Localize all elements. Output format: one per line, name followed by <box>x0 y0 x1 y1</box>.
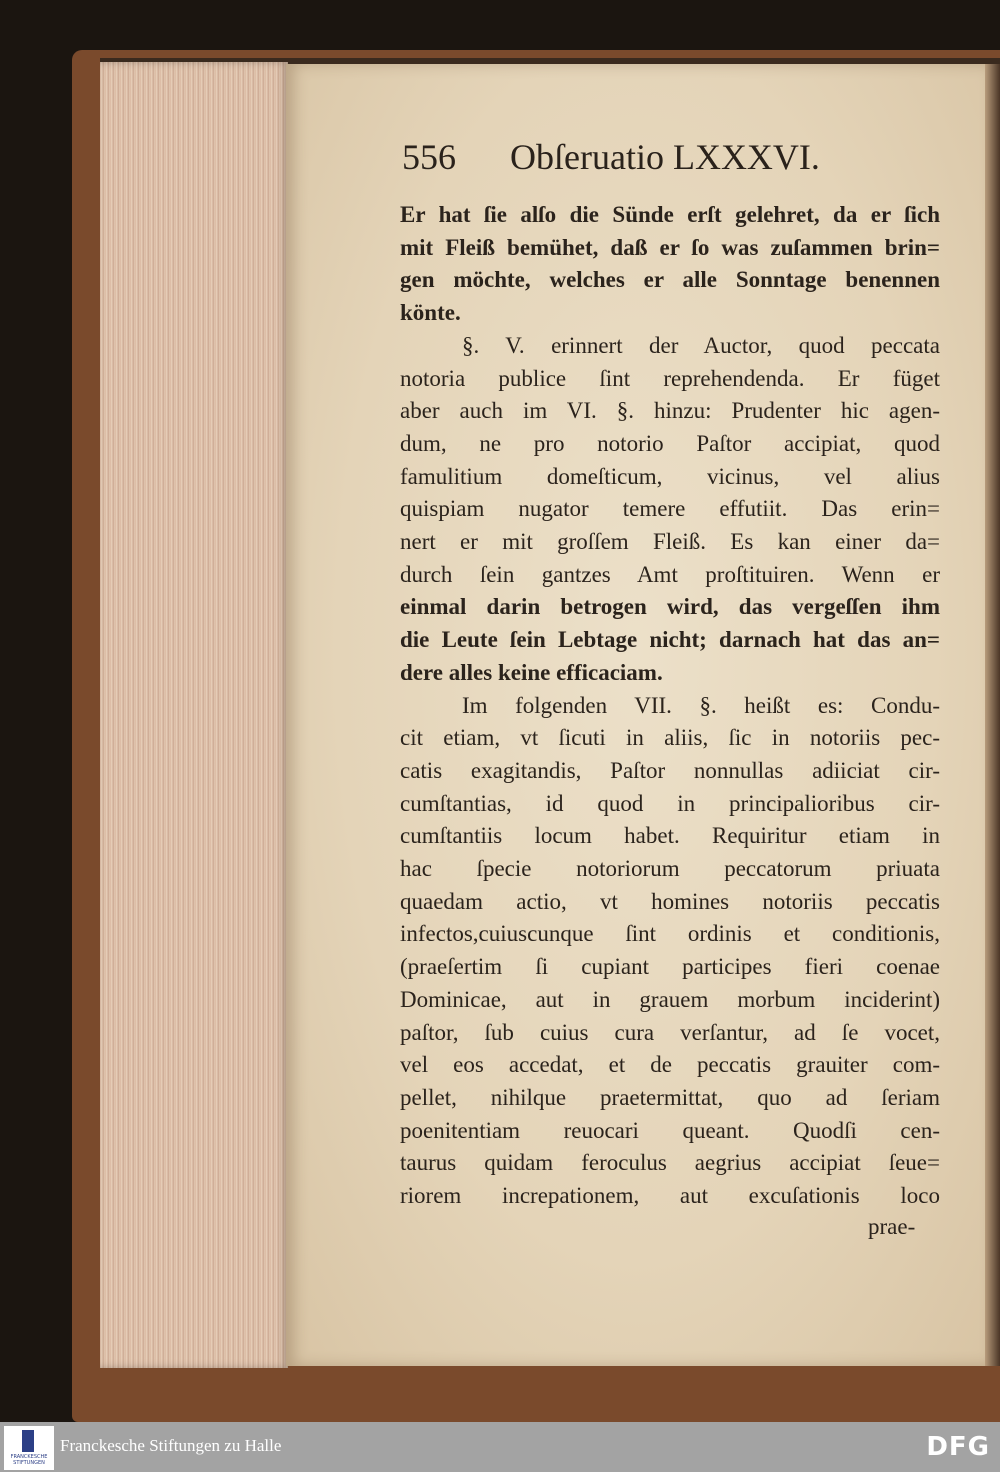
franckesche-stiftungen-logo[interactable] <box>4 1426 54 1470</box>
text-line: Er hat ſie alſo die Sünde erſt gelehret, da er ſich <box>400 202 940 227</box>
text-line: cit etiam, vt ſicuti in aliis, ſic in notoriis pec- <box>400 725 940 751</box>
text-line: vel eos accedat, et de peccatis grauiter com- <box>400 1052 940 1078</box>
text-line: riorem increpationem, aut excuſationis loco <box>400 1183 940 1208</box>
text-line: dere alles keine efficaciam. <box>400 659 663 685</box>
text-line: hac ſpecie notoriorum peccatorum priuata <box>400 856 940 881</box>
text-line: die Leute ſein Lebtage nicht; darnach hat das an= <box>400 627 940 653</box>
text-line: cumſtantiis locum habet. Requiritur etiam in <box>400 823 940 849</box>
text-line: (praeſertim ſi cupiant participes fieri coenae <box>400 954 940 980</box>
text-line: catis exagitandis, Paſtor nonnullas adiiciat cir- <box>400 757 940 783</box>
text-line: taurus quidam feroculus aegrius accipiat ſeue= <box>400 1150 940 1176</box>
logo-figure-icon <box>22 1430 34 1452</box>
running-title: Obſeruatio LXXXVI. <box>510 137 820 177</box>
text-line: aber auch im VI. §. hinzu: Prudenter hic agen- <box>400 398 940 424</box>
text-line: infectos,cuiuscunque ſint ordinis et conditionis, <box>400 921 940 947</box>
viewer-footer <box>0 1422 1000 1472</box>
text-line: könte. <box>400 300 461 326</box>
text-line: Dominicae, aut in grauem morbum inciderint) <box>400 986 940 1012</box>
text-line: gen möchte, welches er alle Sonntage benennen <box>400 267 940 293</box>
dfg-logo[interactable]: DFG <box>926 1432 990 1462</box>
logo-text: FRANCKESCHE STIFTUNGEN <box>10 1454 48 1466</box>
text-line: quispiam nugator temere effutiit. Das erin= <box>400 496 940 522</box>
text-line: notoria publice ſint reprehendenda. Er füget <box>400 365 940 391</box>
page-header <box>402 136 842 180</box>
text-line: quaedam actio, vt homines notoriis peccatis <box>400 888 940 914</box>
page-number: 556 <box>402 137 456 177</box>
text-line: mit Fleiß bemühet, daß er ſo was zuſammen brin= <box>400 234 940 260</box>
text-line: Im folgenden VII. §. heißt es: Condu- <box>462 692 940 718</box>
text-line: durch ſein gantzes Amt proſtituiren. Wenn er <box>400 561 940 587</box>
institution-name[interactable]: Franckesche Stiftungen zu Halle <box>60 1436 282 1455</box>
text-line: dum, ne pro notorio Paſtor accipiat, quod <box>400 430 940 456</box>
text-line: einmal darin betrogen wird, das vergeſſen ihm <box>400 594 940 620</box>
text-line: pellet, nihilque praetermittat, quo ad ſeriam <box>400 1084 940 1110</box>
catchword: prae- <box>868 1214 916 1239</box>
text-line: §. V. erinnert der Auctor, quod peccata <box>462 332 940 358</box>
page-stack-edge <box>100 62 288 1368</box>
text-line: cumſtantias, id quod in principalioribus cir- <box>400 790 940 816</box>
book-gutter <box>985 64 1000 1366</box>
text-line: paſtor, ſub cuius cura verſantur, ad ſe vocet, <box>400 1019 940 1045</box>
text-line: nert er mit groſſem Fleiß. Es kan einer da= <box>400 529 940 554</box>
text-line: famulitium domeſticum, vicinus, vel alius <box>400 463 940 489</box>
text-line: poenitentiam reuocari queant. Quodſi cen- <box>400 1117 940 1143</box>
